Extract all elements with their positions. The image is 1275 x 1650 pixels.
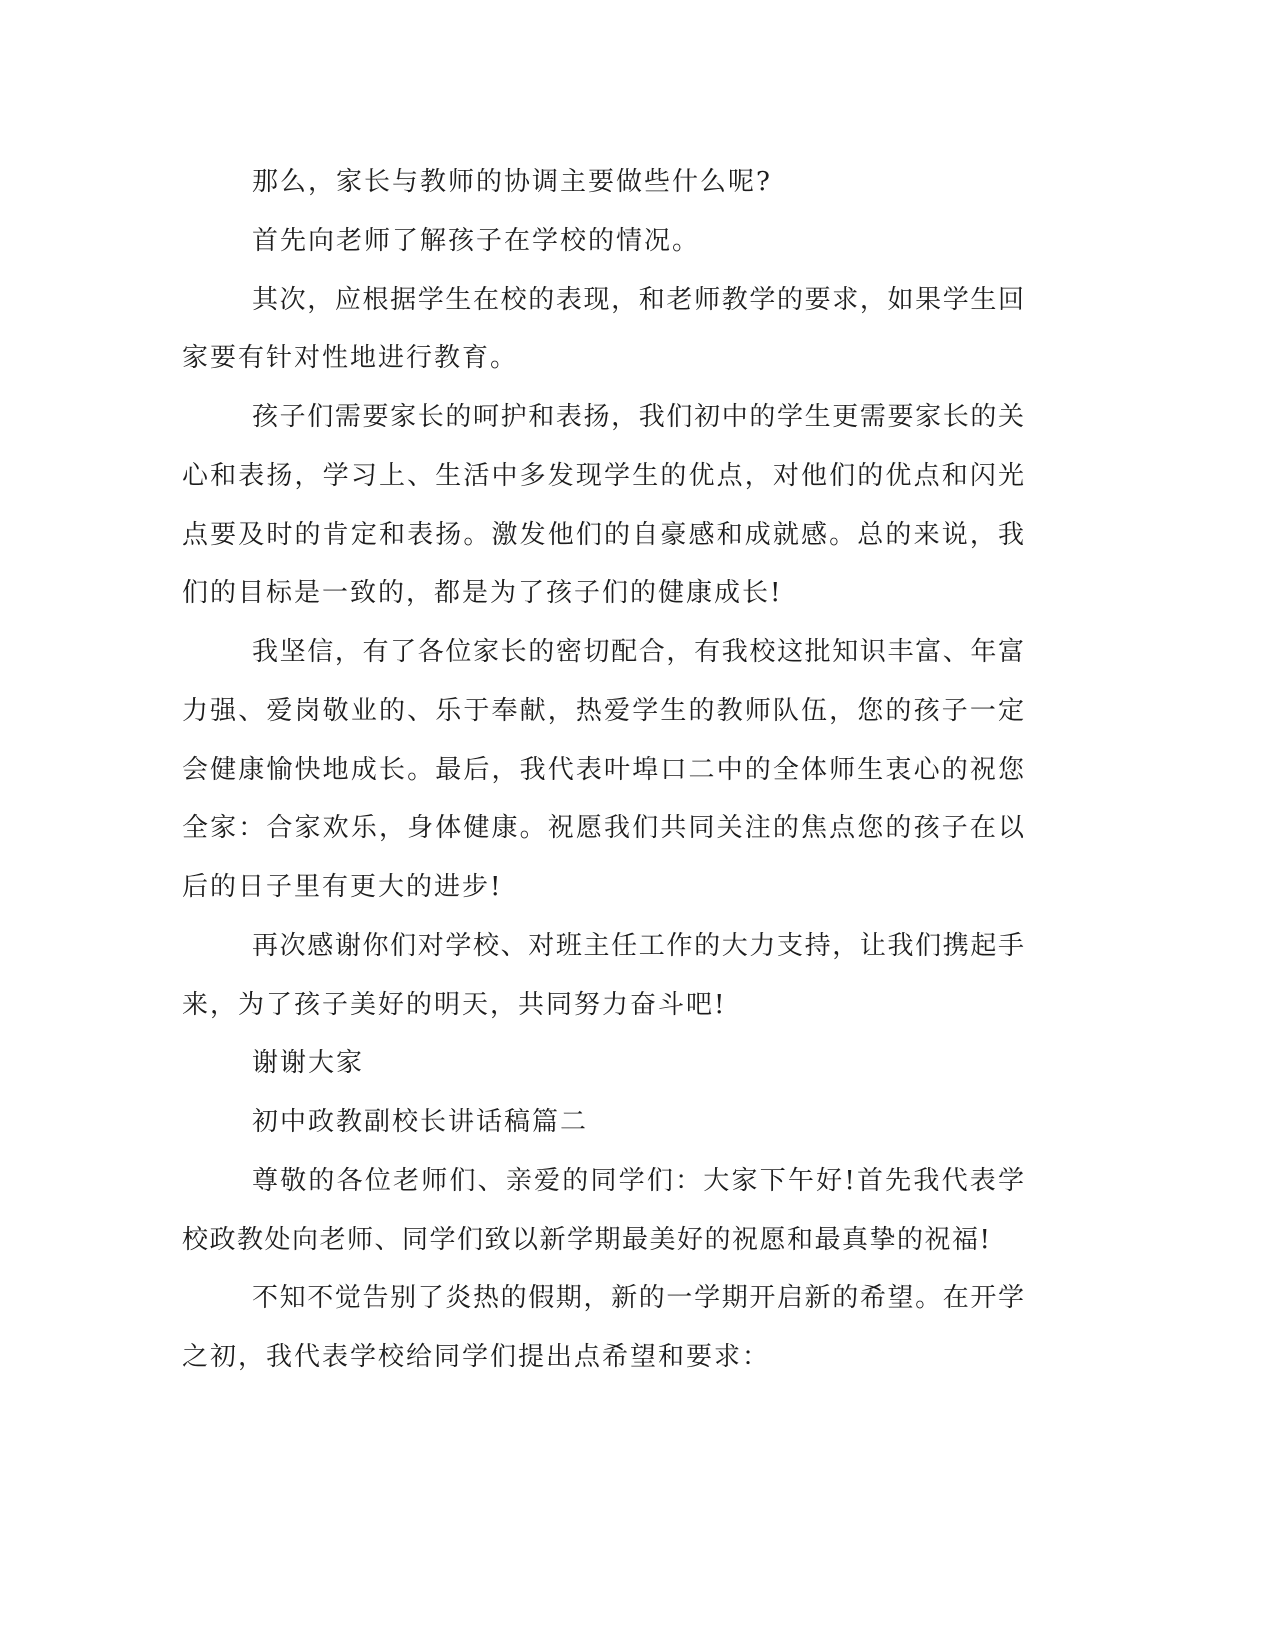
paragraph-line: 再次感谢你们对学校、对班主任工作的大力支持，让我们携起手: [252, 930, 1024, 961]
section-heading: 初中政教副校长讲话稿篇二: [252, 1107, 589, 1137]
paragraph-line: 来，为了孩子美好的明天，共同努力奋斗吧!: [182, 989, 727, 1020]
paragraph-line: 心和表扬，学习上、生活中多发现学生的优点，对他们的优点和闪光: [182, 460, 1024, 491]
paragraph-line: 点要及时的肯定和表扬。激发他们的自豪感和成就感。总的来说，我: [182, 519, 1024, 550]
paragraph-line: 家要有针对性地进行教育。: [182, 343, 519, 374]
paragraph: [182, 1152, 1024, 1270]
paragraph-line: 其次，应根据学生在校的表现，和老师教学的要求，如果学生回: [252, 284, 1024, 315]
paragraph-line: 们的目标是一致的，都是为了孩子们的健康成长!: [182, 578, 783, 609]
paragraph: [182, 1093, 1024, 1152]
paragraph-line: 全家：合家欢乐，身体健康。祝愿我们共同关注的焦点您的孩子在以: [182, 813, 1024, 844]
paragraph-line: 校政教处向老师、同学们致以新学期最美好的祝愿和最真挚的祝福!: [182, 1224, 990, 1255]
paragraph-line: 之初，我代表学校给同学们提出点希望和要求：: [182, 1342, 771, 1372]
paragraph: [182, 1034, 1024, 1093]
paragraph: [182, 917, 1024, 1035]
paragraph-line: 力强、爱岗敬业的、乐于奉献，热爱学生的教师队伍，您的孩子一定: [182, 695, 1024, 726]
paragraph: [182, 271, 1024, 389]
paragraph-line: 孩子们需要家长的呵护和表扬，我们初中的学生更需要家长的关: [252, 402, 1024, 432]
paragraph: [182, 388, 1024, 623]
paragraph: [182, 153, 1024, 212]
paragraph: [182, 623, 1024, 917]
paragraph-line: 会健康愉快地成长。最后，我代表叶埠口二中的全体师生衷心的祝您: [182, 754, 1024, 785]
paragraph-line: 不知不觉告别了炎热的假期，新的一学期开启新的希望。在开学: [252, 1283, 1024, 1314]
paragraph: [182, 212, 1024, 271]
paragraph-line: 那么，家长与教师的协调主要做些什么呢?: [252, 167, 772, 197]
paragraph: [182, 1269, 1024, 1387]
paragraph-line: 后的日子里有更大的进步!: [182, 872, 503, 902]
document-body: [182, 153, 1024, 1387]
paragraph-line: 我坚信，有了各位家长的密切配合，有我校这批知识丰富、年富: [252, 637, 1024, 667]
paragraph-line: 首先向老师了解孩子在学校的情况。: [252, 225, 701, 256]
closing-thanks: 谢谢大家: [252, 1048, 365, 1079]
paragraph-line: 尊敬的各位老师们、亲爱的同学们：大家下午好!首先我代表学: [252, 1165, 1024, 1196]
